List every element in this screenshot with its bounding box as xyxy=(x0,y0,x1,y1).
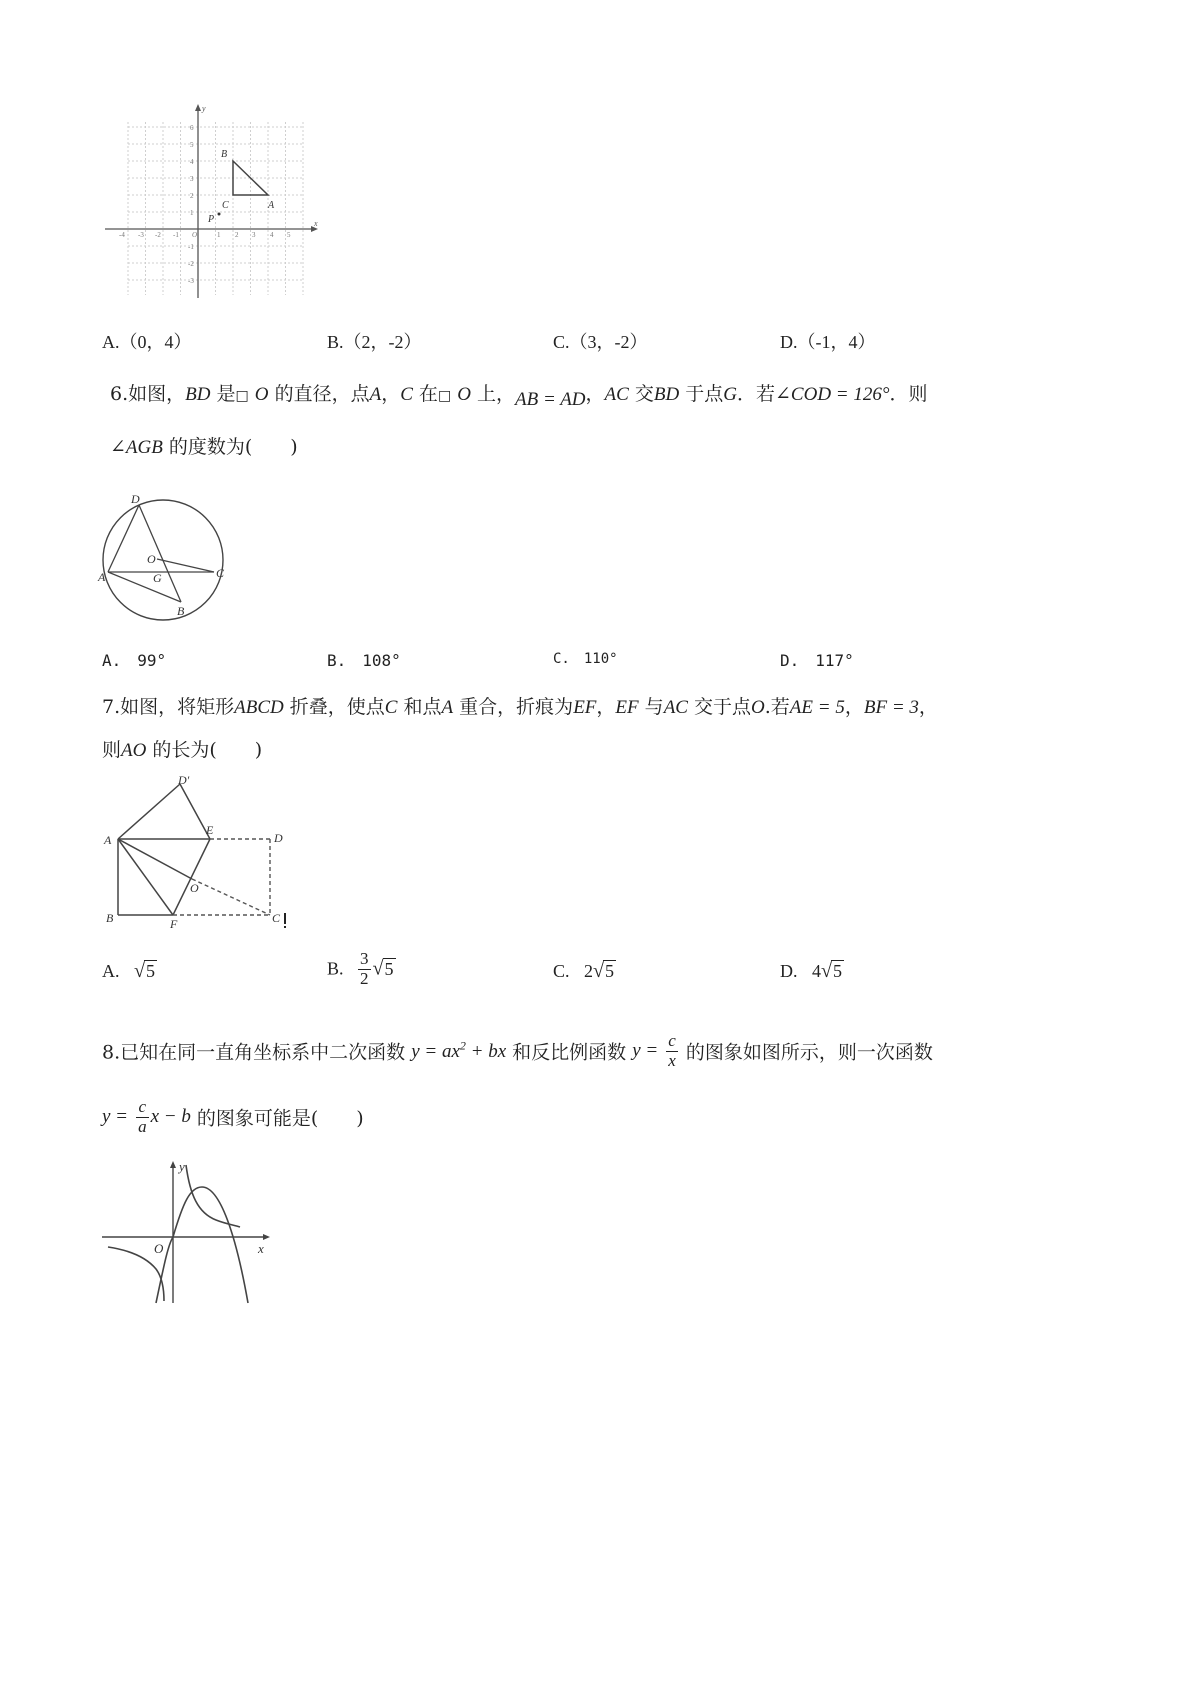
q7-label-c: C xyxy=(272,911,281,925)
q5-option-b[interactable]: B.（2，-2） xyxy=(327,332,422,352)
q6-circle-figure xyxy=(95,487,245,627)
q7-math: C xyxy=(384,697,398,718)
q5-y-tick: -3 xyxy=(188,277,194,285)
q6-label-b: B xyxy=(177,604,185,618)
q7-option-b-radicand: 5 xyxy=(384,959,394,980)
q5-point-p-label: P xyxy=(208,214,215,225)
q7-label-d-prime: D′ xyxy=(178,773,190,787)
q5-point-c-label: C xyxy=(222,200,229,211)
q7-option-b[interactable]: B. $\frac{3}{2}$ √5 xyxy=(327,949,394,988)
q5-y-tick: 1 xyxy=(190,209,194,217)
q7-label-e: E xyxy=(206,823,214,837)
q5-origin-label: O xyxy=(192,231,198,239)
q8-hyperbola-branch-q1 xyxy=(186,1165,240,1227)
q6-option-c[interactable]: C. 110° xyxy=(553,651,618,667)
q6-stem-line-1: 6.如图，BD 是□ O 的直径，点A，C 在□ O 上，AB = AD，AC 交BD 于点G．若∠COD = 126°．则 xyxy=(110,383,928,410)
q6-missing-glyph: □ xyxy=(437,388,452,404)
q6-math: AC xyxy=(604,384,629,405)
q6-math: G xyxy=(723,384,737,405)
q5-option-a[interactable]: A.（0，4） xyxy=(102,332,192,352)
q5-y-tick: 5 xyxy=(190,141,194,149)
q8-stem-line-2: y = $\frac{c}{a}$ x − b 的图象可能是( ) xyxy=(102,1097,364,1136)
q6-text: 的度数为( ) xyxy=(162,436,298,458)
q7-math: AC xyxy=(663,697,688,718)
q8-function-graphs-figure xyxy=(98,1155,283,1305)
q5-x-tick: -1 xyxy=(173,231,179,239)
q6-math: O xyxy=(457,384,471,405)
q6-math: O xyxy=(254,384,269,405)
q5-y-tick: 2 xyxy=(190,192,194,200)
q5-option-d[interactable]: D.（-1，4） xyxy=(780,332,876,352)
q7-option-a[interactable]: A. √5 xyxy=(102,960,155,982)
q7-math: O xyxy=(751,697,765,718)
q5-x-tick: 5 xyxy=(287,231,291,239)
q5-x-tick: -4 xyxy=(119,231,125,239)
q5-y-tick: -1 xyxy=(188,243,194,251)
q6-math: C xyxy=(400,384,413,405)
q7-stem-line-2: 则AO 的长为( ) xyxy=(102,739,263,761)
q6-label-d: D xyxy=(131,492,140,506)
q7-option-d[interactable]: D. 4√5 xyxy=(780,960,842,982)
q7-math: A xyxy=(441,697,454,718)
q7-folded-rectangle-figure xyxy=(98,772,298,932)
q7-label-f: F xyxy=(170,917,178,931)
q7-option-d-coefficient: 4 xyxy=(812,961,821,981)
q8-y-axis-label: y xyxy=(179,1159,185,1174)
q5-point-a-label: A xyxy=(268,200,275,211)
q8-origin-label: O xyxy=(154,1241,164,1256)
q6-label-g: G xyxy=(153,571,162,585)
q5-x-tick: 4 xyxy=(270,231,274,239)
q8-math: y = xyxy=(632,1040,659,1062)
q5-y-tick: -2 xyxy=(188,260,194,268)
q7-text: 7.如图，将矩形 xyxy=(102,696,235,718)
q8-inverse-fraction: $\frac{c}{x}$ xyxy=(668,1031,676,1070)
q5-x-tick: -2 xyxy=(155,231,161,239)
q5-x-axis-label: x xyxy=(314,219,318,228)
q7-label-a: A xyxy=(104,833,112,847)
q5-y-tick: 3 xyxy=(190,175,194,183)
q7-math: AO xyxy=(121,740,147,761)
q6-text: 6.如图， xyxy=(110,383,186,405)
q6-math: ∠AGB xyxy=(110,437,163,458)
q6-option-b[interactable]: B. 108° xyxy=(327,651,401,670)
q6-missing-glyph: □ xyxy=(235,388,249,404)
q7-option-a-radicand: 5 xyxy=(145,961,155,981)
q7-math: ABCD xyxy=(234,697,284,718)
q6-label-c: C xyxy=(216,566,225,580)
q5-x-tick: 3 xyxy=(252,231,256,239)
q5-y-tick: 4 xyxy=(190,158,194,166)
q7-option-c-coefficient: 2 xyxy=(584,961,594,981)
q7-option-c-radicand: 5 xyxy=(605,961,614,981)
q5-x-tick: 1 xyxy=(217,231,221,239)
q8-math: y = xyxy=(102,1106,129,1128)
q7-math: AE = 5 xyxy=(789,697,845,718)
q6-label-o: O xyxy=(147,552,156,566)
q6-math: ∠COD = 126° xyxy=(775,384,890,405)
q6-math: BD xyxy=(185,384,211,405)
q5-coordinate-grid-figure xyxy=(100,100,330,305)
q7-option-b-numerator: 3 xyxy=(360,949,369,968)
q5-option-c[interactable]: C.（3，-2） xyxy=(553,332,648,352)
q5-point-b-label: B xyxy=(221,149,228,160)
q7-math: EF xyxy=(573,697,597,718)
q5-y-axis-label: y xyxy=(202,104,206,113)
q8-quadratic: $y = ax^2$ + bx xyxy=(411,1039,507,1063)
q6-text: 是 xyxy=(210,383,236,405)
q6-text: 的直径，点 xyxy=(268,383,370,405)
q7-math: EF xyxy=(615,697,639,718)
q6-math: AB = AD xyxy=(515,389,586,410)
q8-stem-line-1: 8.已知在同一直角坐标系中二次函数 $y = ax^2$ + bx 和反比例函数 y = $\frac{c}{x}$ 的图象如图所示，则一次函数 xyxy=(102,1031,933,1070)
q6-option-d[interactable]: D. 117° xyxy=(780,651,854,670)
q6-label-a: A xyxy=(98,570,106,584)
q6-option-a[interactable]: A. 99° xyxy=(102,651,167,670)
q8-parabola xyxy=(156,1187,248,1303)
q6-stem-line-2 xyxy=(110,432,298,459)
q7-label-d: D xyxy=(274,831,283,845)
q5-y-tick: 6 xyxy=(190,124,194,132)
q8-text: 8.已知在同一直角坐标系中二次函数 xyxy=(102,1041,406,1064)
q5-x-tick: -3 xyxy=(138,231,144,239)
q8-linear-fraction: $\frac{c}{a}$ xyxy=(138,1097,147,1136)
q8-x-axis-label: x xyxy=(258,1241,264,1256)
q7-option-d-radicand: 5 xyxy=(832,961,842,981)
q8-math: x − b xyxy=(150,1106,191,1128)
q7-option-b-denominator: 2 xyxy=(360,968,369,988)
q7-option-c[interactable]: C. 2√5 xyxy=(553,960,614,982)
q7-math: BF = 3 xyxy=(863,697,919,718)
q6-math: A xyxy=(369,384,382,405)
q7-label-o: O xyxy=(190,881,199,895)
q7-label-b: B xyxy=(106,911,114,925)
q7-stem-line-1: 7.如图，将矩形ABCD 折叠，使点C 和点A 重合，折痕为EF，EF 与AC 交于点O.若AE = 5，BF = 3， xyxy=(102,696,938,718)
q6-math: BD xyxy=(653,384,680,405)
q5-x-tick: 2 xyxy=(235,231,239,239)
q5-point-p xyxy=(218,213,221,216)
